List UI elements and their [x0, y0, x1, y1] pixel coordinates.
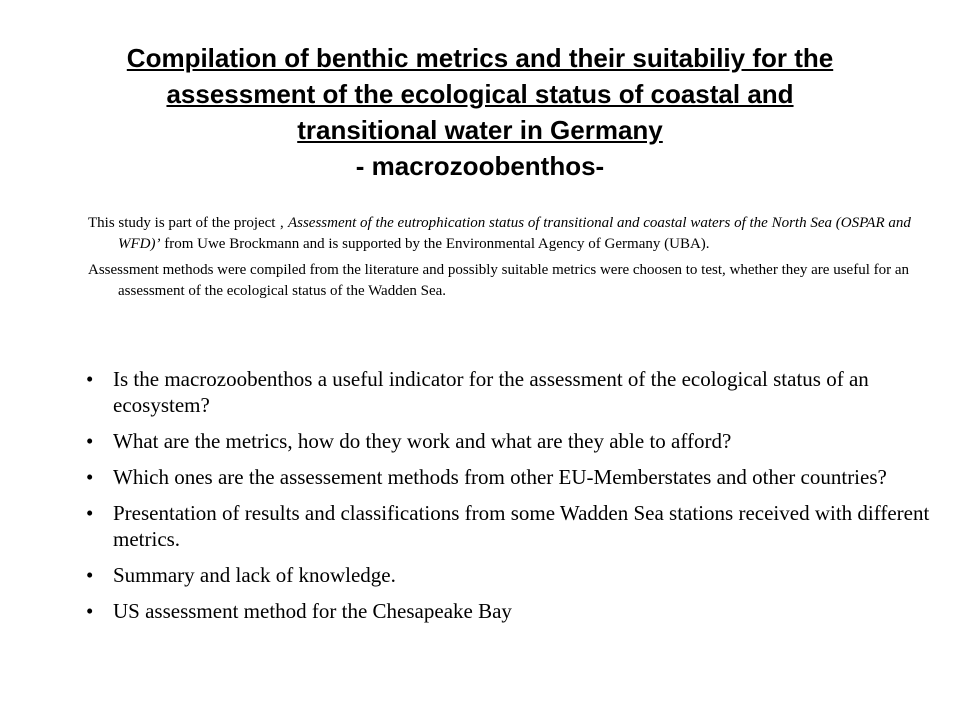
- bullet-marker: •: [86, 465, 94, 489]
- bullet-item: [86, 500, 936, 552]
- bullet-item: [86, 464, 936, 490]
- bullet-item: [86, 598, 936, 624]
- bullet-text: Which ones are the assessement methods from other EU-Memberstates and other countries?: [113, 465, 887, 489]
- project-text-after: from Uwe Brockmann and is supported by the Environmental Agency of Germany (UBA).: [160, 236, 710, 252]
- bullet-marker: •: [86, 599, 94, 623]
- bullet-item: [86, 562, 936, 588]
- bullet-text: Presentation of results and classifications from some Wadden Sea stations received with different metrics.: [113, 501, 930, 551]
- title-line-1: Compilation of benthic metrics and their suitabiliy for the: [126, 43, 834, 73]
- title-line-3: transitional water in Germany: [297, 115, 663, 145]
- bullet-list: [86, 366, 936, 634]
- intro-paragraph-project: [88, 213, 938, 255]
- project-name: Assessment of the eutrophication status of transitional and coastal waters of the North Sea (OSPAR and WFD)’: [118, 215, 911, 252]
- bullet-marker: •: [86, 501, 94, 525]
- project-text-before: This study is part of the project ‚: [88, 215, 288, 231]
- intro-text: [88, 213, 938, 307]
- bullet-marker: •: [86, 367, 94, 391]
- bullet-text: US assessment method for the Chesapeake Bay: [113, 599, 512, 623]
- slide-title: [60, 40, 900, 184]
- bullet-text: Summary and lack of knowledge.: [113, 563, 396, 587]
- intro-paragraph-methods: Assessment methods were compiled from the literature and possibly suitable metrics were choosen to test, whether they are useful for an assessment of the ecological status of the Wadden Sea.: [88, 262, 910, 299]
- bullet-text: Is the macrozoobenthos a useful indicator for the assessment of the ecological status of an ecosystem?: [113, 367, 869, 417]
- bullet-item: [86, 366, 936, 418]
- bullet-text: What are the metrics, how do they work and what are they able to afford?: [113, 429, 732, 453]
- slide-subtitle: - macrozoobenthos-: [355, 151, 605, 181]
- title-line-2: assessment of the ecological status of coastal and: [166, 79, 794, 109]
- bullet-marker: •: [86, 429, 94, 453]
- bullet-marker: •: [86, 563, 94, 587]
- bullet-item: [86, 428, 936, 454]
